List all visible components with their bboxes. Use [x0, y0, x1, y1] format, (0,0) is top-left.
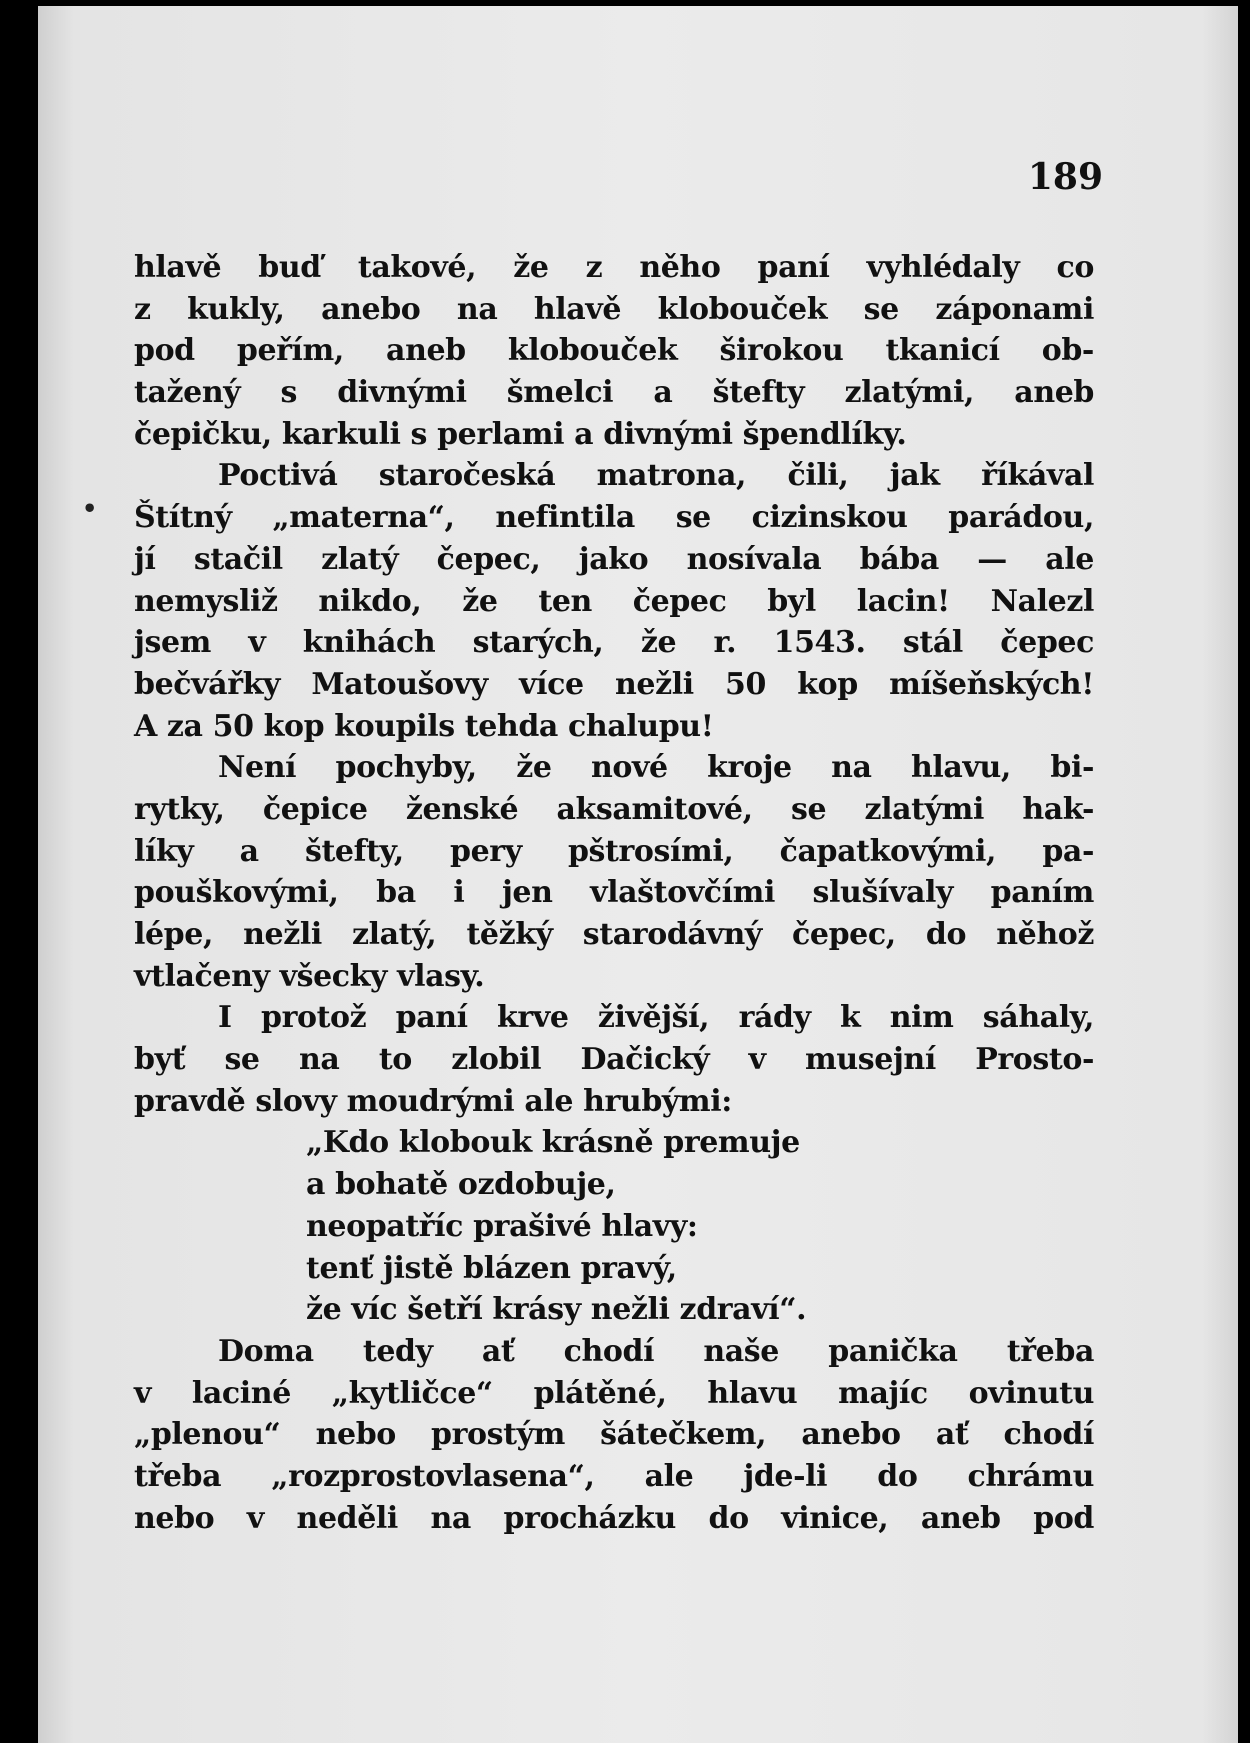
text-line: bečvářky Matoušovy více nežli 50 kop míšeňských!	[134, 666, 1094, 702]
text-line: byť se na to zlobil Dačický v musejní Prosto-	[134, 1042, 1094, 1078]
text-line: čepičku, karkuli s perlami a divnými špendlíky.	[134, 416, 907, 452]
text-line: Není pochyby, že nové kroje na hlavu, bi-	[218, 750, 1094, 786]
text-line: tenť jistě blázen pravý,	[306, 1250, 677, 1286]
text-line: a bohatě ozdobuje,	[306, 1167, 616, 1203]
margin-dot: •	[82, 494, 98, 523]
text-line: lépe, nežli zlatý, těžký starodávný čepec, do něhož	[134, 917, 1094, 952]
text-line: Poctivá staročeská matrona, čili, jak říkával	[218, 458, 1094, 494]
text-line: hlavě buď takové, že z něho paní vyhlédaly co	[134, 250, 1094, 285]
text-line: tažený s divnými šmelci a štefty zlatými, aneb	[134, 375, 1094, 411]
text-line: nemysliž nikdo, že ten čepec byl lacin! Nalezl	[134, 583, 1094, 619]
text-line: neopatříc prašivé hlavy:	[306, 1208, 698, 1244]
book-page	[38, 6, 1238, 1743]
text-line: „plenou“ nebo prostým šátečkem, anebo ať chodí	[134, 1417, 1094, 1453]
text-line: vtlačeny všecky vlasy.	[134, 958, 485, 994]
text-line: líky a štefty, pery pštrosími, čapatkovými, pa-	[134, 833, 1094, 869]
text-line: jsem v knihách starých, že r. 1543. stál čepec	[134, 625, 1094, 661]
text-line: A za 50 kop koupils tehda chalupu!	[134, 708, 714, 744]
text-line: Štítný „materna“, nefintila se cizinskou parádou,	[134, 500, 1094, 536]
text-line: nebo v neděli na procházku do vinice, aneb pod	[134, 1500, 1094, 1536]
text-line: I protož paní krve živější, rády k nim sáhaly,	[218, 1000, 1094, 1036]
body-text	[134, 247, 1094, 1539]
text-line: jí stačil zlatý čepec, jako nosívala bába — ale	[134, 541, 1094, 577]
page-number: 189	[1027, 156, 1103, 198]
text-line: že víc šetří krásy nežli zdraví“.	[306, 1292, 807, 1328]
text-line: pravdě slovy moudrými ale hrubými:	[134, 1083, 732, 1119]
text-line: z kukly, anebo na hlavě klobouček se záponami	[134, 291, 1094, 327]
text-line: třeba „rozprostovlasena“, ale jde-li do chrámu	[134, 1458, 1094, 1494]
text-line: v laciné „kytličce“ plátěné, hlavu majíc ovinutu	[134, 1375, 1094, 1411]
text-line: „Kdo klobouk krásně premuje	[306, 1125, 800, 1161]
text-line: Doma tedy ať chodí naše panička třeba	[218, 1333, 1094, 1369]
text-line: pouškovými, ba i jen vlaštovčími slušívaly paním	[134, 875, 1094, 911]
text-line: pod peřím, aneb klobouček širokou tkanicí ob-	[134, 333, 1094, 369]
text-line: rytky, čepice ženské aksamitové, se zlatými hak-	[134, 791, 1094, 827]
